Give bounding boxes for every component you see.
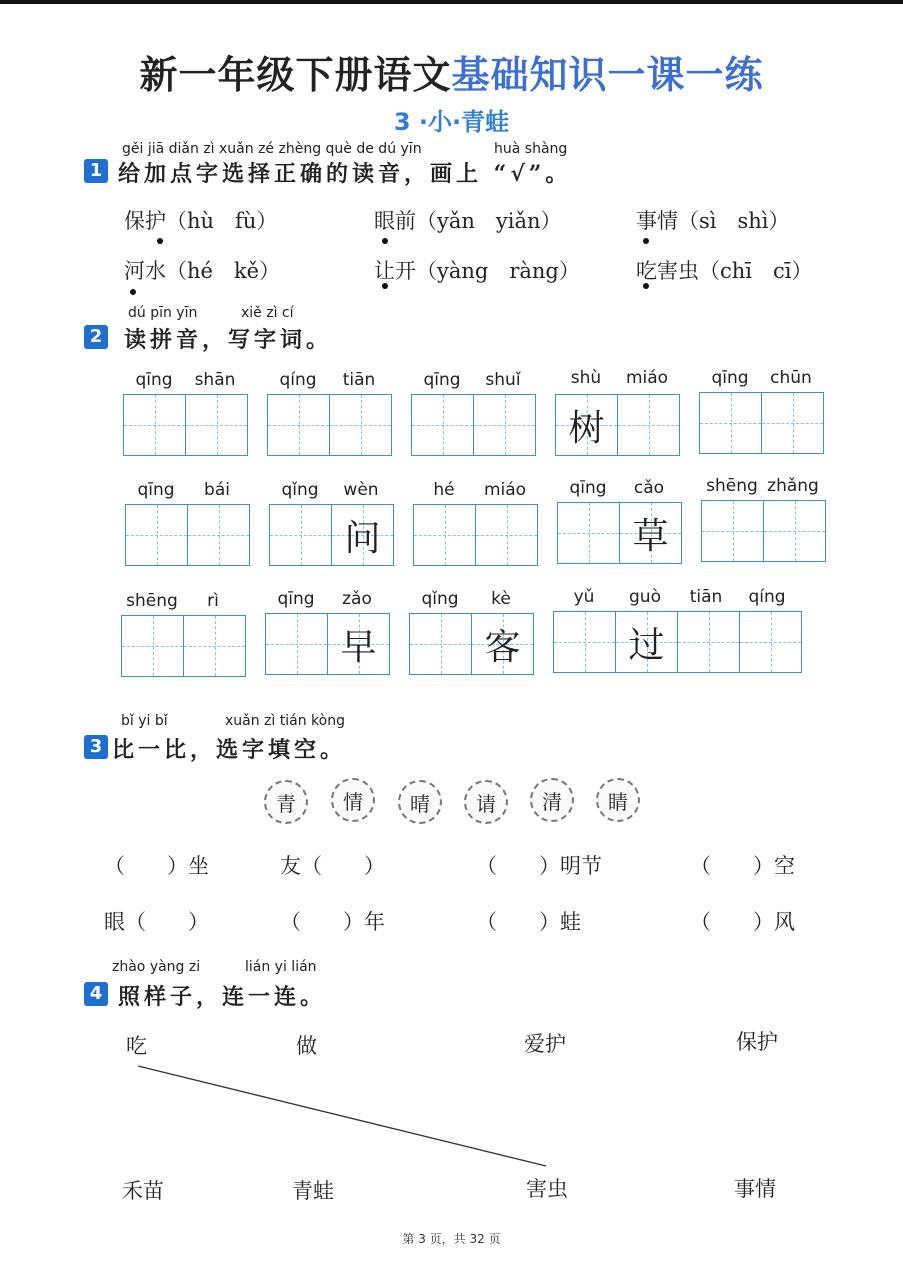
page-footer: 第 3 页，共 32 页 <box>402 1232 501 1246</box>
q3-pinyin-b: xuǎn zì tián kòng <box>225 713 345 729</box>
match-bottom-word[interactable]: 禾苗 <box>122 1179 164 1203</box>
grid-pinyin: wèn <box>343 480 379 500</box>
grid-pinyin: miáo <box>483 480 527 500</box>
title-part-blue: 基础知识一课一练 <box>451 52 764 97</box>
grid-pinyin: tiān <box>689 587 723 607</box>
flower-char-option: 请 <box>464 780 508 824</box>
match-top-word[interactable]: 吃 <box>126 1034 147 1058</box>
grid-pinyin: shuǐ <box>485 370 521 390</box>
match-top-word[interactable]: 爱护 <box>524 1032 566 1056</box>
q1-item: 眼前（yǎn yiǎn） <box>374 209 562 233</box>
fill-blank[interactable]: （ ）明节 <box>476 854 602 878</box>
fill-blank[interactable]: （ ）风 <box>690 910 795 934</box>
grid-pinyin: shān <box>194 370 236 390</box>
q4-number-badge: 4 <box>84 982 108 1006</box>
grid-cell[interactable]: 过 <box>615 611 678 673</box>
flower-char-option: 情 <box>331 778 375 822</box>
grid-pinyin: qīng <box>137 480 175 500</box>
grid-pinyin: qīng <box>569 478 607 498</box>
grid-pinyin: guò <box>629 587 661 607</box>
grid-pinyin: zǎo <box>342 589 372 609</box>
grid-cell[interactable]: 问 <box>331 504 394 566</box>
q4-pinyin-a: zhào yàng zi <box>112 959 201 975</box>
grid-pinyin: shēng <box>126 591 178 611</box>
lesson-title: 3 ·小·青蛙 <box>393 108 510 136</box>
flower-char-option: 睛 <box>596 778 640 822</box>
connector-line <box>138 1066 546 1166</box>
q1-number-badge: 1 <box>84 159 108 183</box>
match-top-word[interactable]: 保护 <box>736 1030 778 1054</box>
q3-number-badge: 3 <box>84 735 108 759</box>
q4-pinyin-b: lián yi lián <box>245 959 317 975</box>
grid-pinyin: qīng <box>711 368 749 388</box>
grid-pinyin: tiān <box>342 370 376 390</box>
grid-pinyin: chūn <box>770 368 812 388</box>
grid-pinyin: shù <box>570 368 602 388</box>
title-part-black: 新一年级下册语文 <box>139 52 452 97</box>
match-bottom-word[interactable]: 事情 <box>734 1177 776 1201</box>
grid-cell[interactable]: 客 <box>471 613 534 675</box>
fill-blank[interactable]: （ ）年 <box>280 910 385 934</box>
grid-pinyin: rì <box>207 591 219 611</box>
flower-char-option: 晴 <box>398 780 442 824</box>
q1-pinyin-a: gěi jiā diǎn zì xuǎn zé zhèng què de dú yīn <box>122 141 422 157</box>
grid-pinyin: yǔ <box>573 587 595 607</box>
fill-blank[interactable]: （ ）坐 <box>104 854 209 878</box>
grid-pinyin: qǐng <box>421 589 459 609</box>
grid-pinyin: qǐng <box>281 480 319 500</box>
grid-cell[interactable]: 早 <box>327 613 390 675</box>
grid-pinyin: qīng <box>423 370 461 390</box>
grid-pinyin: zhǎng <box>767 476 819 496</box>
q1-item: 吃害虫（chī cī） <box>636 259 813 283</box>
q1-item: 保护（hù fù） <box>124 209 278 233</box>
fill-blank[interactable]: 眼（ ） <box>104 910 209 934</box>
flower-char-option: 清 <box>530 778 574 822</box>
match-bottom-word[interactable]: 青蛙 <box>292 1179 334 1203</box>
q4-instruction: 照样子，连一连。 <box>118 984 327 1010</box>
q2-instruction: 读拼音，写字词。 <box>124 327 333 353</box>
q2-pinyin-a: dú pīn yīn <box>128 305 198 321</box>
grid-pinyin: shēng <box>706 476 758 496</box>
grid-pinyin: qíng <box>279 370 317 390</box>
q1-item: 河水（hé kě） <box>124 259 281 283</box>
grid-cell[interactable]: 树 <box>555 394 618 456</box>
q2-pinyin-b: xiě zì cí <box>241 305 294 321</box>
grid-pinyin: kè <box>491 589 511 609</box>
fill-blank[interactable]: （ ）空 <box>690 854 795 878</box>
q3-pinyin-a: bǐ yi bǐ <box>121 713 168 729</box>
grid-pinyin: hé <box>433 480 455 500</box>
match-top-word[interactable]: 做 <box>296 1034 317 1058</box>
q3-instruction: 比一比，选字填空。 <box>112 737 347 763</box>
q1-instruction: 给加点字选择正确的读音，画上 “√”。 <box>118 161 572 187</box>
q2-number-badge: 2 <box>84 325 108 349</box>
grid-pinyin: qīng <box>277 589 315 609</box>
grid-pinyin: qīng <box>135 370 173 390</box>
q1-item: 让开（yàng ràng） <box>374 259 580 283</box>
grid-pinyin: qíng <box>748 587 786 607</box>
fill-blank[interactable]: 友（ ） <box>280 854 385 878</box>
grid-pinyin: bái <box>204 480 230 500</box>
match-bottom-word[interactable]: 害虫 <box>526 1177 568 1201</box>
fill-blank[interactable]: （ ）蛙 <box>476 910 581 934</box>
grid-cell[interactable]: 草 <box>619 502 682 564</box>
q1-pinyin-b: huà shàng <box>494 141 568 157</box>
q1-item: 事情（sì shì） <box>636 209 790 233</box>
grid-pinyin: cǎo <box>633 478 665 498</box>
grid-pinyin: miáo <box>625 368 669 388</box>
flower-char-option: 青 <box>264 780 308 824</box>
